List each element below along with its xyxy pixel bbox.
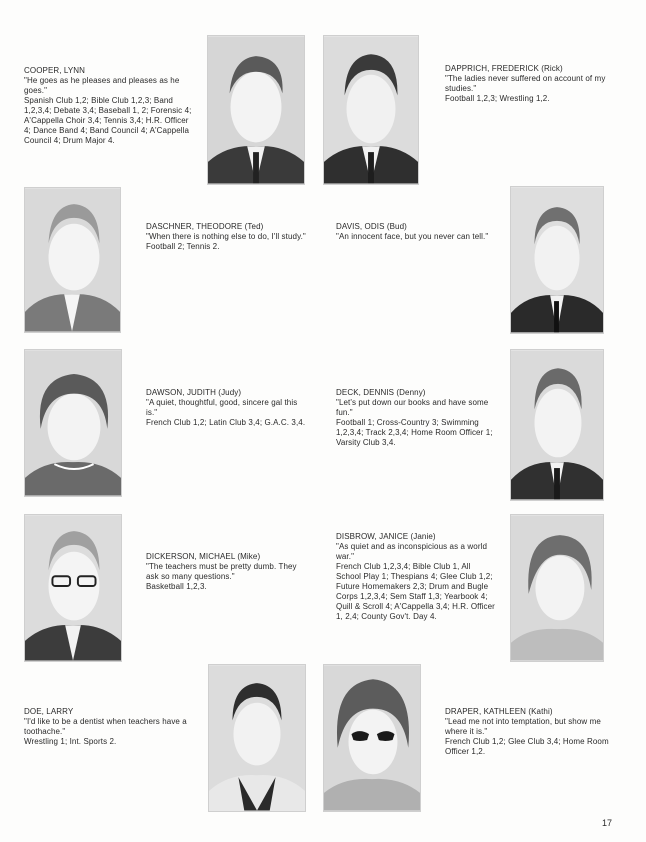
page-number: 17: [601, 818, 612, 828]
student-activities: Football 1,2,3; Wrestling 1,2.: [445, 94, 550, 103]
student-name: DAPPRICH, FREDERICK (Rick): [445, 64, 563, 73]
entry-draper: [445, 707, 621, 757]
student-name: DISBROW, JANICE (Janie): [336, 532, 436, 541]
portrait-cooper: [207, 35, 305, 185]
student-name: DICKERSON, MICHAEL (Mike): [146, 552, 261, 561]
entry-daschner: [146, 222, 306, 252]
entry-dapprich: [445, 64, 621, 104]
student-activities: Spanish Club 1,2; Bible Club 1,2,3; Band 1,2,3,4; Debate 3,4; Baseball 1, 2; Forensic 4; A'Cappella Choir 3,4; Tennis 3,4; H.R. Officer 4; Dance Band 4; Band Council 4; A'Cappella Council 4; Drum Major 4.: [24, 96, 192, 145]
student-quote: "He goes as he pleases and pleases as he goes.": [24, 76, 180, 95]
entry-deck: [336, 388, 496, 448]
student-quote: "Let's put down our books and have some fun.": [336, 398, 489, 417]
portrait-dickerson: [24, 514, 122, 662]
student-name: DASCHNER, THEODORE (Ted): [146, 222, 264, 231]
portrait-dawson: [24, 349, 122, 497]
portrait-daschner: [24, 187, 121, 333]
entry-cooper: [24, 66, 194, 146]
student-activities: Basketball 1,2,3.: [146, 582, 207, 591]
student-name: DECK, DENNIS (Denny): [336, 388, 426, 397]
student-quote: "An innocent face, but you never can tell.": [336, 232, 489, 241]
student-name: DAWSON, JUDITH (Judy): [146, 388, 242, 397]
portrait-doe: [208, 664, 306, 812]
portrait-draper: [323, 664, 421, 812]
student-activities: Wrestling 1; Int. Sports 2.: [24, 737, 117, 746]
entry-doe: [24, 707, 194, 747]
student-quote: "When there is nothing else to do, I'll study.": [146, 232, 306, 241]
entry-dawson: [146, 388, 306, 428]
student-activities: French Club 1,2; Glee Club 3,4; Home Room Officer 1,2.: [445, 737, 609, 756]
student-name: DRAPER, KATHLEEN (Kathi): [445, 707, 553, 716]
portrait-dapprich: [323, 35, 419, 185]
portrait-disbrow: [510, 514, 604, 662]
student-activities: French Club 1,2; Latin Club 3,4; G.A.C. 3,4.: [146, 418, 306, 427]
student-quote: "I'd like to be a dentist when teachers have a toothache.": [24, 717, 187, 736]
student-activities: Football 2; Tennis 2.: [146, 242, 220, 251]
student-quote: "The teachers must be pretty dumb. They ask so many questions.": [146, 562, 297, 581]
student-name: DAVIS, ODIS (Bud): [336, 222, 407, 231]
entry-disbrow: [336, 532, 496, 622]
student-name: DOE, LARRY: [24, 707, 74, 716]
student-quote: "As quiet and as inconspicious as a world war.": [336, 542, 488, 561]
student-quote: "A quiet, thoughtful, good, sincere gal this is.": [146, 398, 298, 417]
student-activities: Football 1; Cross-Country 3; Swimming 1,2,3,4; Track 2,3,4; Home Room Officer 1; Varsity Club 3,4.: [336, 418, 493, 447]
student-activities: French Club 1,2,3,4; Bible Club 1, All School Play 1; Thespians 4; Glee Club 1,2; Future Homemakers 2,3; Drum and Bugle Corps 1,2,3,4; Sem Staff 1,3; Yearbook 4; Quill & Scroll 4; A'Cappella 3,4; H.R. Officer 1, 2,4; County Gov't. Day 4.: [336, 562, 495, 621]
student-quote: "The ladies never suffered on account of my studies.": [445, 74, 606, 93]
entry-dickerson: [146, 552, 306, 592]
student-name: COOPER, LYNN: [24, 66, 86, 75]
portrait-davis: [510, 186, 604, 334]
entry-davis: [336, 222, 496, 242]
student-quote: "Lead me not into temptation, but show me where it is.": [445, 717, 601, 736]
portrait-deck: [510, 349, 604, 501]
